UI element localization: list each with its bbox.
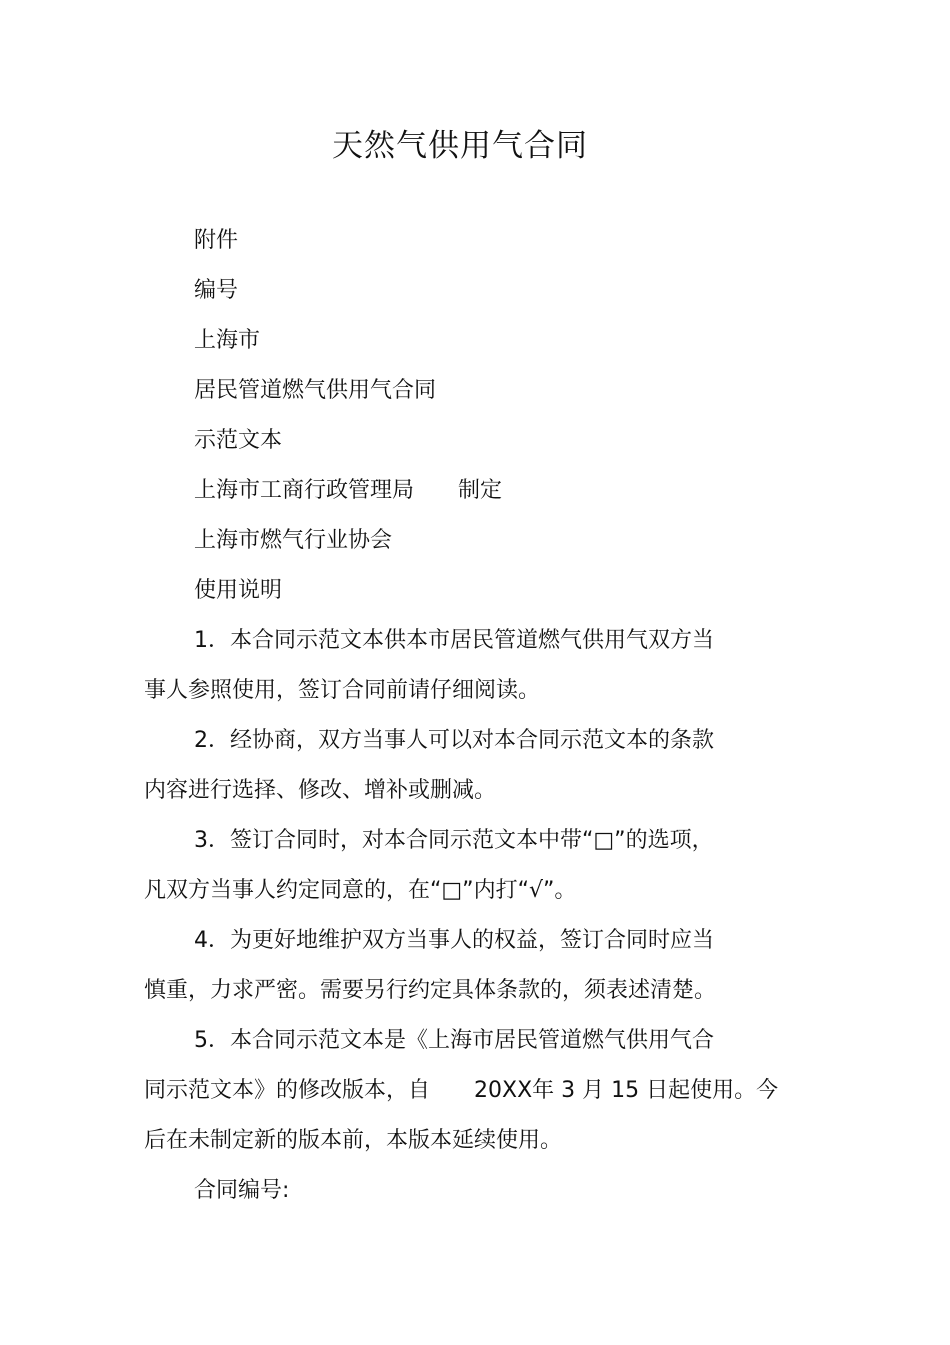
note-4-line-1: 4．为更好地维护双方当事人的权益，签订合同时应当 (194, 928, 714, 953)
header-line-contract-name: 居民管道燃气供用气合同 (194, 378, 437, 403)
contract-number-label: 合同编号: (194, 1178, 290, 1203)
header-line-number: 编号 (194, 278, 239, 303)
note-2-line-2: 内容进行选择、修改、增补或删减。 (144, 778, 497, 803)
header-line-city: 上海市 (194, 328, 261, 353)
note-1-line-1: 1．本合同示范文本供本市居民管道燃气供用气双方当 (194, 628, 714, 653)
note-5-line-1: 5．本合同示范文本是《上海市居民管道燃气供用气合 (194, 1028, 714, 1053)
note-3-line-1: 3．签订合同时，对本合同示范文本中带“□”的选项， (194, 828, 714, 853)
note-5-line-3: 后在未制定新的版本前，本版本延续使用。 (144, 1128, 563, 1153)
header-line-association: 上海市燃气行业协会 (194, 528, 393, 553)
header-line-attachment: 附件 (194, 228, 239, 253)
note-1-line-2: 事人参照使用，签订合同前请仔细阅读。 (144, 678, 541, 703)
note-2-line-1: 2．经协商，双方当事人可以对本合同示范文本的条款 (194, 728, 714, 753)
note-5-line-2: 同示范文本》的修改版本，自 20XX年 3 月 15 日起使用。今 (144, 1078, 779, 1103)
note-3-line-2: 凡双方当事人约定同意的，在“□”内打“√”。 (144, 878, 577, 903)
section-heading-instructions: 使用说明 (194, 578, 283, 603)
document-title: 天然气供用气合同 (332, 128, 588, 164)
note-4-line-2: 慎重，力求严密。需要另行约定具体条款的，须表述清楚。 (144, 978, 717, 1003)
header-line-template: 示范文本 (194, 428, 283, 453)
header-line-issuer: 上海市工商行政管理局 制定 (194, 478, 503, 503)
